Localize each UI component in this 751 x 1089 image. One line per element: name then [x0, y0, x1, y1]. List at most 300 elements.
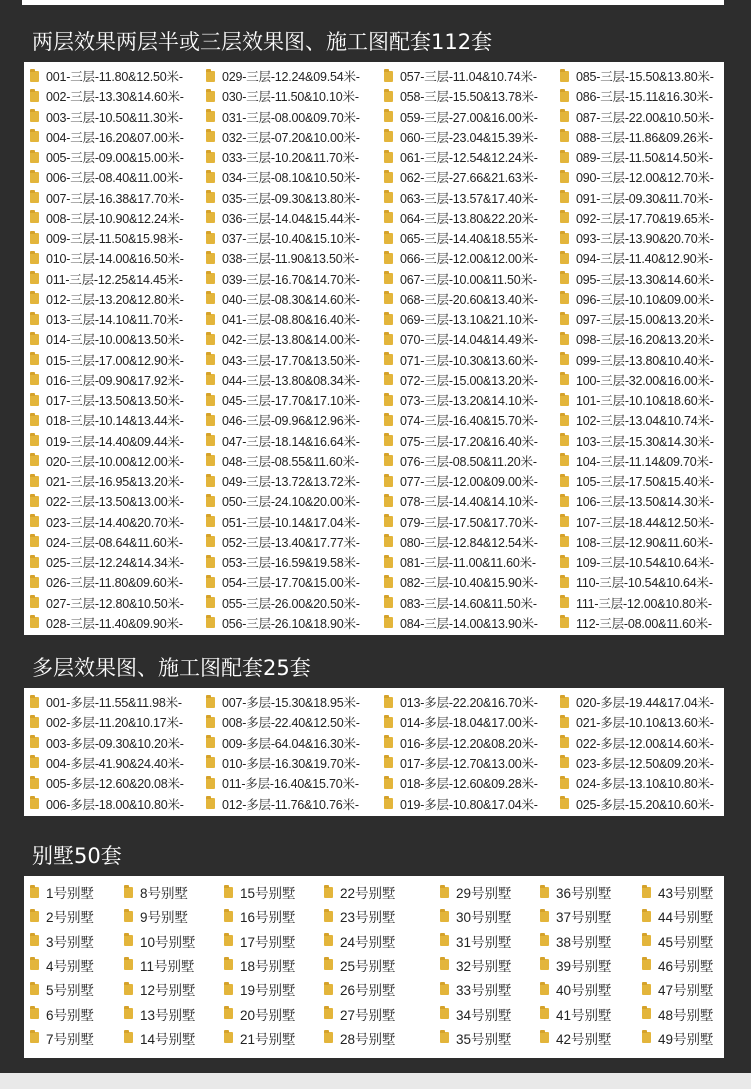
file-item[interactable]	[124, 931, 196, 951]
folder-icon	[324, 887, 333, 898]
folder-icon	[440, 911, 449, 922]
file-item[interactable]	[206, 269, 360, 289]
file-item[interactable]	[642, 979, 714, 999]
file-item[interactable]	[384, 593, 537, 613]
file-item-label: 077-三层-12.00&09.00米-	[400, 475, 538, 489]
file-item-label: 016-多层-12.20&08.20米-	[400, 736, 538, 751]
file-item-label: 3号别墅	[46, 934, 95, 950]
file-item[interactable]	[206, 773, 359, 793]
file-item[interactable]	[324, 979, 396, 999]
file-item[interactable]	[30, 107, 183, 127]
file-item[interactable]	[540, 1028, 612, 1048]
file-item-label: 071-三层-10.30&13.60米-	[400, 353, 538, 368]
folder-icon	[560, 253, 569, 264]
file-item-label: 17号别墅	[240, 934, 296, 950]
file-item[interactable]	[206, 431, 360, 451]
folder-icon	[324, 1032, 333, 1043]
file-item[interactable]	[124, 955, 195, 975]
folder-icon	[324, 984, 333, 995]
file-item[interactable]	[384, 309, 538, 329]
file-item-label: 025-多层-15.20&10.60米-	[576, 797, 714, 812]
file-item-label: 019-三层-14.40&09.44米-	[46, 434, 184, 449]
file-item-label: 034-三层-08.10&10.50米-	[222, 171, 360, 186]
file-item[interactable]	[560, 228, 714, 248]
file-item[interactable]	[224, 906, 296, 926]
section-title-villa: 别墅50套	[32, 844, 122, 868]
folder-icon	[642, 1008, 651, 1019]
file-item[interactable]	[30, 86, 184, 106]
file-item[interactable]	[30, 451, 184, 471]
folder-icon	[642, 911, 651, 922]
folder-icon	[560, 597, 569, 608]
file-item-label: 017-三层-13.50&13.50米-	[46, 394, 184, 408]
file-item-label: 42号别墅	[556, 1031, 612, 1047]
file-item-label: 36号别墅	[556, 886, 612, 901]
file-item[interactable]	[30, 906, 94, 926]
folder-icon	[560, 737, 569, 748]
file-item[interactable]	[206, 188, 360, 208]
file-item[interactable]	[206, 127, 360, 147]
folder-icon	[560, 435, 569, 446]
file-item[interactable]	[324, 1004, 396, 1024]
file-item[interactable]	[560, 512, 714, 532]
file-item-label: 47号别墅	[658, 983, 714, 999]
file-item[interactable]	[30, 773, 184, 793]
file-item[interactable]	[30, 979, 94, 999]
file-item-label: 051-三层-10.14&17.04米-	[222, 515, 360, 530]
file-item[interactable]	[30, 248, 184, 268]
folder-icon	[30, 71, 39, 82]
file-item[interactable]	[642, 1028, 714, 1048]
file-item[interactable]	[642, 1004, 714, 1024]
folder-icon	[206, 496, 215, 507]
folder-icon	[30, 1032, 39, 1043]
file-item[interactable]	[206, 794, 359, 814]
file-item[interactable]	[642, 955, 714, 975]
file-item[interactable]	[384, 66, 537, 86]
file-item[interactable]	[560, 491, 714, 511]
file-item-label: 032-三层-07.20&10.00米-	[222, 130, 360, 145]
file-item[interactable]	[224, 1028, 296, 1048]
folder-icon	[384, 334, 393, 345]
file-list-panel-villa	[24, 876, 724, 1058]
file-item[interactable]	[324, 1028, 396, 1048]
file-item[interactable]	[30, 794, 184, 814]
file-item[interactable]	[384, 107, 538, 127]
folder-icon	[384, 374, 393, 385]
file-item[interactable]	[384, 208, 538, 228]
file-item-label: 38号别墅	[556, 934, 612, 950]
file-item-label: 31号别墅	[456, 934, 512, 950]
folder-icon	[30, 1008, 39, 1019]
file-item[interactable]	[560, 289, 714, 309]
file-item[interactable]	[560, 692, 714, 712]
file-item-label: 16号别墅	[240, 910, 296, 926]
file-item[interactable]	[560, 309, 714, 329]
file-item[interactable]	[384, 370, 538, 390]
file-item[interactable]	[384, 147, 538, 167]
file-item[interactable]	[30, 613, 183, 633]
folder-icon	[30, 111, 39, 122]
file-list-panel-three-story	[24, 62, 724, 635]
folder-icon	[560, 111, 569, 122]
file-item[interactable]	[30, 572, 183, 592]
file-item[interactable]	[384, 794, 538, 814]
file-item[interactable]	[30, 882, 94, 902]
file-item-label: 082-三层-10.40&15.90米-	[400, 576, 538, 591]
file-item[interactable]	[440, 955, 512, 975]
folder-icon	[124, 1032, 133, 1043]
file-item[interactable]	[560, 712, 714, 732]
folder-icon	[124, 984, 133, 995]
file-item-label: 18号别墅	[240, 958, 296, 974]
file-item[interactable]	[30, 733, 184, 753]
file-item[interactable]	[124, 1028, 196, 1048]
folder-icon	[30, 959, 39, 970]
file-item[interactable]	[384, 471, 538, 491]
file-item[interactable]	[206, 572, 360, 592]
file-item[interactable]	[560, 532, 713, 552]
file-item[interactable]	[560, 471, 714, 491]
file-item[interactable]	[560, 773, 714, 793]
file-item-label: 085-三层-15.50&13.80米-	[576, 70, 714, 84]
file-item[interactable]	[384, 248, 538, 268]
file-item[interactable]	[30, 471, 184, 491]
file-item-label: 017-多层-12.70&13.00米-	[400, 756, 538, 771]
file-item[interactable]	[30, 1028, 94, 1048]
file-item[interactable]	[124, 979, 196, 999]
file-item[interactable]	[540, 882, 612, 902]
file-item[interactable]	[560, 733, 714, 753]
file-item[interactable]	[30, 512, 184, 532]
file-item[interactable]	[224, 882, 296, 902]
file-item[interactable]	[560, 451, 713, 471]
file-item[interactable]	[384, 390, 538, 410]
folder-icon	[560, 415, 569, 426]
file-item[interactable]	[206, 66, 360, 86]
file-item[interactable]	[560, 410, 714, 430]
file-item[interactable]	[30, 955, 94, 975]
file-item-label: 41号别墅	[556, 1007, 612, 1023]
file-item[interactable]	[206, 228, 360, 248]
file-item[interactable]	[30, 127, 184, 147]
file-item-label: 098-三层-16.20&13.20米-	[576, 333, 714, 348]
file-item[interactable]	[540, 1004, 612, 1024]
folder-icon	[560, 354, 569, 365]
folder-icon	[124, 959, 133, 970]
file-item[interactable]	[124, 882, 188, 902]
file-item[interactable]	[30, 147, 184, 167]
folder-icon	[384, 778, 393, 789]
file-item[interactable]	[206, 491, 360, 511]
file-item[interactable]	[560, 127, 713, 147]
file-item[interactable]	[324, 906, 396, 926]
file-item[interactable]	[384, 127, 538, 147]
file-item[interactable]	[30, 753, 184, 773]
folder-icon	[560, 172, 569, 183]
file-item[interactable]	[206, 451, 359, 471]
file-item[interactable]	[30, 410, 184, 430]
file-item[interactable]	[384, 329, 538, 349]
file-item[interactable]	[540, 979, 612, 999]
file-item[interactable]	[324, 931, 396, 951]
file-item[interactable]	[560, 613, 712, 633]
file-item[interactable]	[30, 491, 184, 511]
file-item[interactable]	[30, 269, 183, 289]
file-item[interactable]	[30, 188, 184, 208]
file-item[interactable]	[124, 1004, 196, 1024]
folder-icon	[384, 617, 393, 628]
file-item[interactable]	[540, 931, 612, 951]
file-item[interactable]	[206, 410, 360, 430]
file-item[interactable]	[30, 289, 184, 309]
folder-icon	[30, 476, 39, 487]
file-item[interactable]	[30, 350, 184, 370]
file-item[interactable]	[324, 955, 396, 975]
folder-icon	[30, 91, 39, 102]
file-item-label: 7号别墅	[46, 1031, 95, 1047]
folder-icon	[560, 374, 569, 385]
folder-icon	[30, 374, 39, 385]
file-item-label: 001-三层-11.80&12.50米-	[46, 70, 183, 84]
file-item[interactable]	[206, 289, 360, 309]
file-item[interactable]	[206, 86, 359, 106]
file-item[interactable]	[384, 613, 538, 633]
file-item[interactable]	[30, 370, 184, 390]
folder-icon	[206, 737, 215, 748]
file-item-label: 108-三层-12.90&11.60米-	[576, 535, 713, 550]
file-item[interactable]	[384, 289, 538, 309]
file-item[interactable]	[560, 370, 714, 390]
folder-icon	[384, 111, 393, 122]
file-item[interactable]	[560, 390, 714, 410]
file-item[interactable]	[384, 491, 538, 511]
file-item[interactable]	[540, 906, 612, 926]
file-item[interactable]	[384, 188, 538, 208]
file-item[interactable]	[540, 955, 612, 975]
folder-icon	[642, 887, 651, 898]
folder-icon	[384, 757, 393, 768]
file-item[interactable]	[124, 906, 188, 926]
folder-icon	[206, 192, 215, 203]
file-item-label: 024-三层-08.64&11.60米-	[46, 535, 183, 550]
file-item[interactable]	[206, 350, 360, 370]
file-item-label: 022-多层-12.00&14.60米-	[576, 736, 714, 751]
file-item[interactable]	[384, 410, 538, 430]
file-item[interactable]	[384, 512, 538, 532]
file-item[interactable]	[30, 692, 182, 712]
file-item-label: 013-多层-22.20&16.70米-	[400, 696, 538, 710]
file-item[interactable]	[440, 931, 512, 951]
file-item[interactable]	[560, 66, 714, 86]
file-item-label: 1号别墅	[46, 886, 95, 901]
file-item[interactable]	[560, 208, 714, 228]
file-item[interactable]	[384, 773, 538, 793]
file-item[interactable]	[384, 712, 538, 732]
file-item[interactable]	[324, 882, 396, 902]
folder-icon	[30, 233, 39, 244]
file-item[interactable]	[440, 882, 512, 902]
file-item[interactable]	[206, 512, 360, 532]
file-item[interactable]	[440, 979, 512, 999]
file-item-label: 083-三层-14.60&11.50米-	[400, 596, 537, 611]
file-item[interactable]	[206, 167, 360, 187]
file-item[interactable]	[384, 86, 538, 106]
file-item[interactable]	[206, 471, 360, 491]
folder-icon	[206, 536, 215, 547]
folder-icon	[224, 984, 233, 995]
file-item-label: 002-多层-11.20&10.17米-	[46, 716, 183, 731]
file-item[interactable]	[560, 269, 714, 289]
file-item-label: 066-三层-12.00&12.00米-	[400, 252, 538, 267]
folder-icon	[206, 757, 215, 768]
file-item-label: 103-三层-15.30&14.30米-	[576, 434, 714, 449]
file-item-label: 030-三层-11.50&10.10米-	[222, 90, 359, 105]
file-item[interactable]	[224, 955, 296, 975]
file-item[interactable]	[30, 167, 183, 187]
file-item[interactable]	[440, 906, 512, 926]
file-item[interactable]	[560, 188, 713, 208]
file-item[interactable]	[384, 753, 538, 773]
file-item[interactable]	[224, 1004, 296, 1024]
file-item[interactable]	[384, 350, 538, 370]
file-item[interactable]	[560, 572, 713, 592]
file-item[interactable]	[560, 107, 714, 127]
file-item[interactable]	[206, 552, 360, 572]
file-item[interactable]	[560, 431, 714, 451]
folder-icon	[384, 597, 393, 608]
file-item-label: 043-三层-17.70&13.50米-	[222, 353, 360, 368]
file-item[interactable]	[440, 1028, 512, 1048]
file-item[interactable]	[206, 753, 360, 773]
file-item[interactable]	[30, 208, 184, 228]
file-item[interactable]	[384, 269, 537, 289]
file-item[interactable]	[30, 228, 183, 248]
file-item[interactable]	[206, 532, 360, 552]
folder-icon	[206, 233, 215, 244]
file-item[interactable]	[642, 882, 714, 902]
folder-icon	[30, 577, 39, 588]
folder-icon	[642, 1032, 651, 1043]
file-item[interactable]	[384, 532, 538, 552]
file-item[interactable]	[206, 208, 360, 228]
file-item-label: 22号别墅	[340, 886, 396, 901]
file-item[interactable]	[206, 329, 360, 349]
file-item[interactable]	[30, 66, 183, 86]
file-item-label: 102-三层-13.04&10.74米-	[576, 414, 714, 429]
file-item[interactable]	[30, 593, 184, 613]
folder-icon	[560, 131, 569, 142]
folder-icon	[30, 737, 39, 748]
file-item[interactable]	[206, 593, 360, 613]
file-item[interactable]	[384, 572, 538, 592]
file-item[interactable]	[560, 329, 714, 349]
file-item[interactable]	[384, 733, 538, 753]
folder-icon	[30, 415, 39, 426]
file-item[interactable]	[560, 552, 714, 572]
file-item[interactable]	[206, 733, 360, 753]
file-item[interactable]	[30, 1004, 94, 1024]
folder-icon	[30, 293, 39, 304]
file-item[interactable]	[206, 309, 360, 329]
file-item-label: 046-三层-09.96&12.96米-	[222, 414, 360, 429]
file-item[interactable]	[560, 794, 714, 814]
file-item[interactable]	[642, 931, 714, 951]
file-item[interactable]	[206, 613, 360, 633]
file-item-label: 4号别墅	[46, 958, 95, 974]
file-item[interactable]	[560, 147, 713, 167]
file-item-label: 008-多层-22.40&12.50米-	[222, 716, 360, 731]
file-item-label: 005-三层-09.00&15.00米-	[46, 151, 184, 165]
file-item-label: 026-三层-11.80&09.60米-	[46, 576, 183, 591]
file-item[interactable]	[560, 593, 712, 613]
file-item[interactable]	[560, 753, 714, 773]
file-item[interactable]	[384, 167, 538, 187]
file-item[interactable]	[642, 906, 714, 926]
file-item-label: 084-三层-14.00&13.90米-	[400, 616, 538, 631]
file-item-label: 059-三层-27.00&16.00米-	[400, 110, 538, 125]
file-item-label: 11号别墅	[140, 958, 195, 974]
file-item[interactable]	[206, 692, 360, 712]
folder-icon	[324, 959, 333, 970]
file-item[interactable]	[206, 147, 359, 167]
file-item-label: 091-三层-09.30&11.70米-	[576, 191, 713, 206]
file-item-label: 056-三层-26.10&18.90米-	[222, 616, 360, 631]
file-item[interactable]	[30, 931, 94, 951]
file-item[interactable]	[384, 228, 538, 248]
file-item[interactable]	[384, 692, 538, 712]
file-item[interactable]	[560, 86, 713, 106]
file-item[interactable]	[30, 309, 183, 329]
file-item-label: 46号别墅	[658, 958, 714, 974]
file-item[interactable]	[30, 390, 184, 410]
file-item[interactable]	[30, 552, 184, 572]
folder-icon	[30, 314, 39, 325]
file-item[interactable]	[206, 370, 360, 390]
file-item[interactable]	[224, 931, 296, 951]
folder-icon	[384, 314, 393, 325]
file-item-label: 004-多层-41.90&24.40米-	[46, 756, 184, 771]
file-item-label: 045-三层-17.70&17.10米-	[222, 394, 360, 408]
file-item[interactable]	[384, 552, 536, 572]
file-item[interactable]	[206, 107, 360, 127]
folder-icon	[206, 152, 215, 163]
file-item[interactable]	[206, 248, 359, 268]
file-item[interactable]	[30, 532, 183, 552]
file-item-label: 086-三层-15.11&16.30米-	[576, 90, 713, 105]
folder-icon	[540, 984, 549, 995]
file-item-label: 107-三层-18.44&12.50米-	[576, 515, 714, 530]
file-item[interactable]	[560, 167, 714, 187]
file-item[interactable]	[384, 431, 538, 451]
file-item[interactable]	[206, 390, 360, 410]
file-item[interactable]	[560, 248, 713, 268]
file-item[interactable]	[206, 712, 360, 732]
section-title-three-story: 两层效果两层半或三层效果图、施工图配套112套	[32, 30, 493, 54]
file-item[interactable]	[30, 329, 184, 349]
file-item[interactable]	[30, 431, 184, 451]
folder-icon	[384, 577, 393, 588]
folder-icon	[206, 273, 215, 284]
file-item[interactable]	[224, 979, 296, 999]
folder-icon	[560, 798, 569, 809]
file-item[interactable]	[30, 712, 183, 732]
file-item[interactable]	[560, 350, 714, 370]
file-item[interactable]	[384, 451, 537, 471]
file-item-label: 062-三层-27.66&21.63米-	[400, 171, 538, 186]
file-item-label: 49号别墅	[658, 1031, 714, 1047]
file-item[interactable]	[440, 1004, 512, 1024]
